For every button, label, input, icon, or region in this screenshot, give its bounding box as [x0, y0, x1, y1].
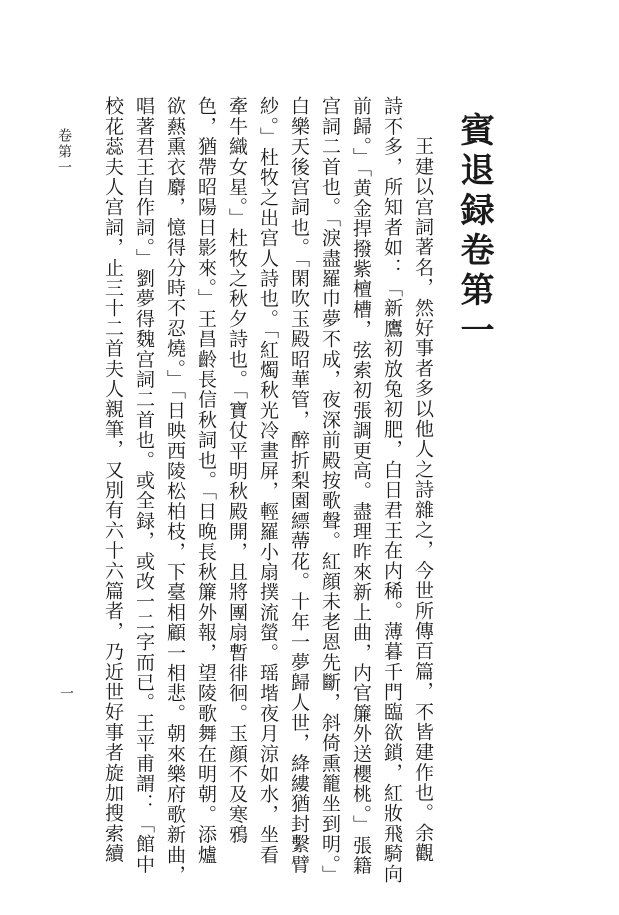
text-column: 紗。」杜牧之出宫人詩也。「紅燭秋光冷畫屏，輕羅小扇撲流螢。瑶堦夜月涼如水，坐看 [257, 96, 279, 865]
text-column: 詩不多，所知者如：「新鷹初放兔初肥，白日君王在内稀。薄暮千門臨欲鎖，紅妝飛騎向 [381, 96, 403, 884]
text-column: 前歸。」「黄金捍撥紫檀槽，弦索初張調更高。盡理昨來新上曲，内官簾外送櫻桃。」張籍 [350, 96, 372, 876]
text-column: 王建以宫詞著名，然好事者多以他人之詩雜之，今世所傳百篇，不皆建作也。余觀 [412, 136, 434, 864]
text-column: 色，猶帶昭陽日影來。」王昌齡長信秋詞也。「日晚長秋簾外報，望陵歌舞在明朝。添爐 [195, 96, 217, 865]
page-number: 一 [58, 686, 74, 700]
text-column: 校花蕊夫人宫詞，止三十二首夫人親筆，又別有六十六篇者，乃近世好事者旋加搜索續 [102, 96, 124, 864]
running-head: 卷第一 [56, 128, 72, 176]
text-column: 唱著君王自作詞。」劉夢得魏宫詞二首也。或全録，或改一二字而已。王平甫謂：「館中 [133, 96, 155, 875]
text-column: 宫詞二首也。「淚盡羅巾夢不成，夜深前殿按歌聲。紅顔未老恩先斷，斜倚熏籠坐到明。」 [319, 96, 341, 885]
text-column: 白樂天後宫詞也。「閑吹玉殿昭華管，醉折梨園縹蔕花。十年一夢歸人世，絳縷猶封繫臂 [288, 96, 310, 875]
text-column: 牽牛織女星。」杜牧之秋夕詩也。「寶仗平明秋殿開，且將團扇暫徘徊。玉顔不及寒鴉 [226, 96, 248, 845]
chapter-title: 賓退録卷第一 [454, 112, 494, 352]
text-column: 欲爇熏衣麝，憶得分時不忍燒。」「日映西陵松柏枝，下臺相顧一相悲。朝來樂府歌新曲， [164, 96, 186, 885]
